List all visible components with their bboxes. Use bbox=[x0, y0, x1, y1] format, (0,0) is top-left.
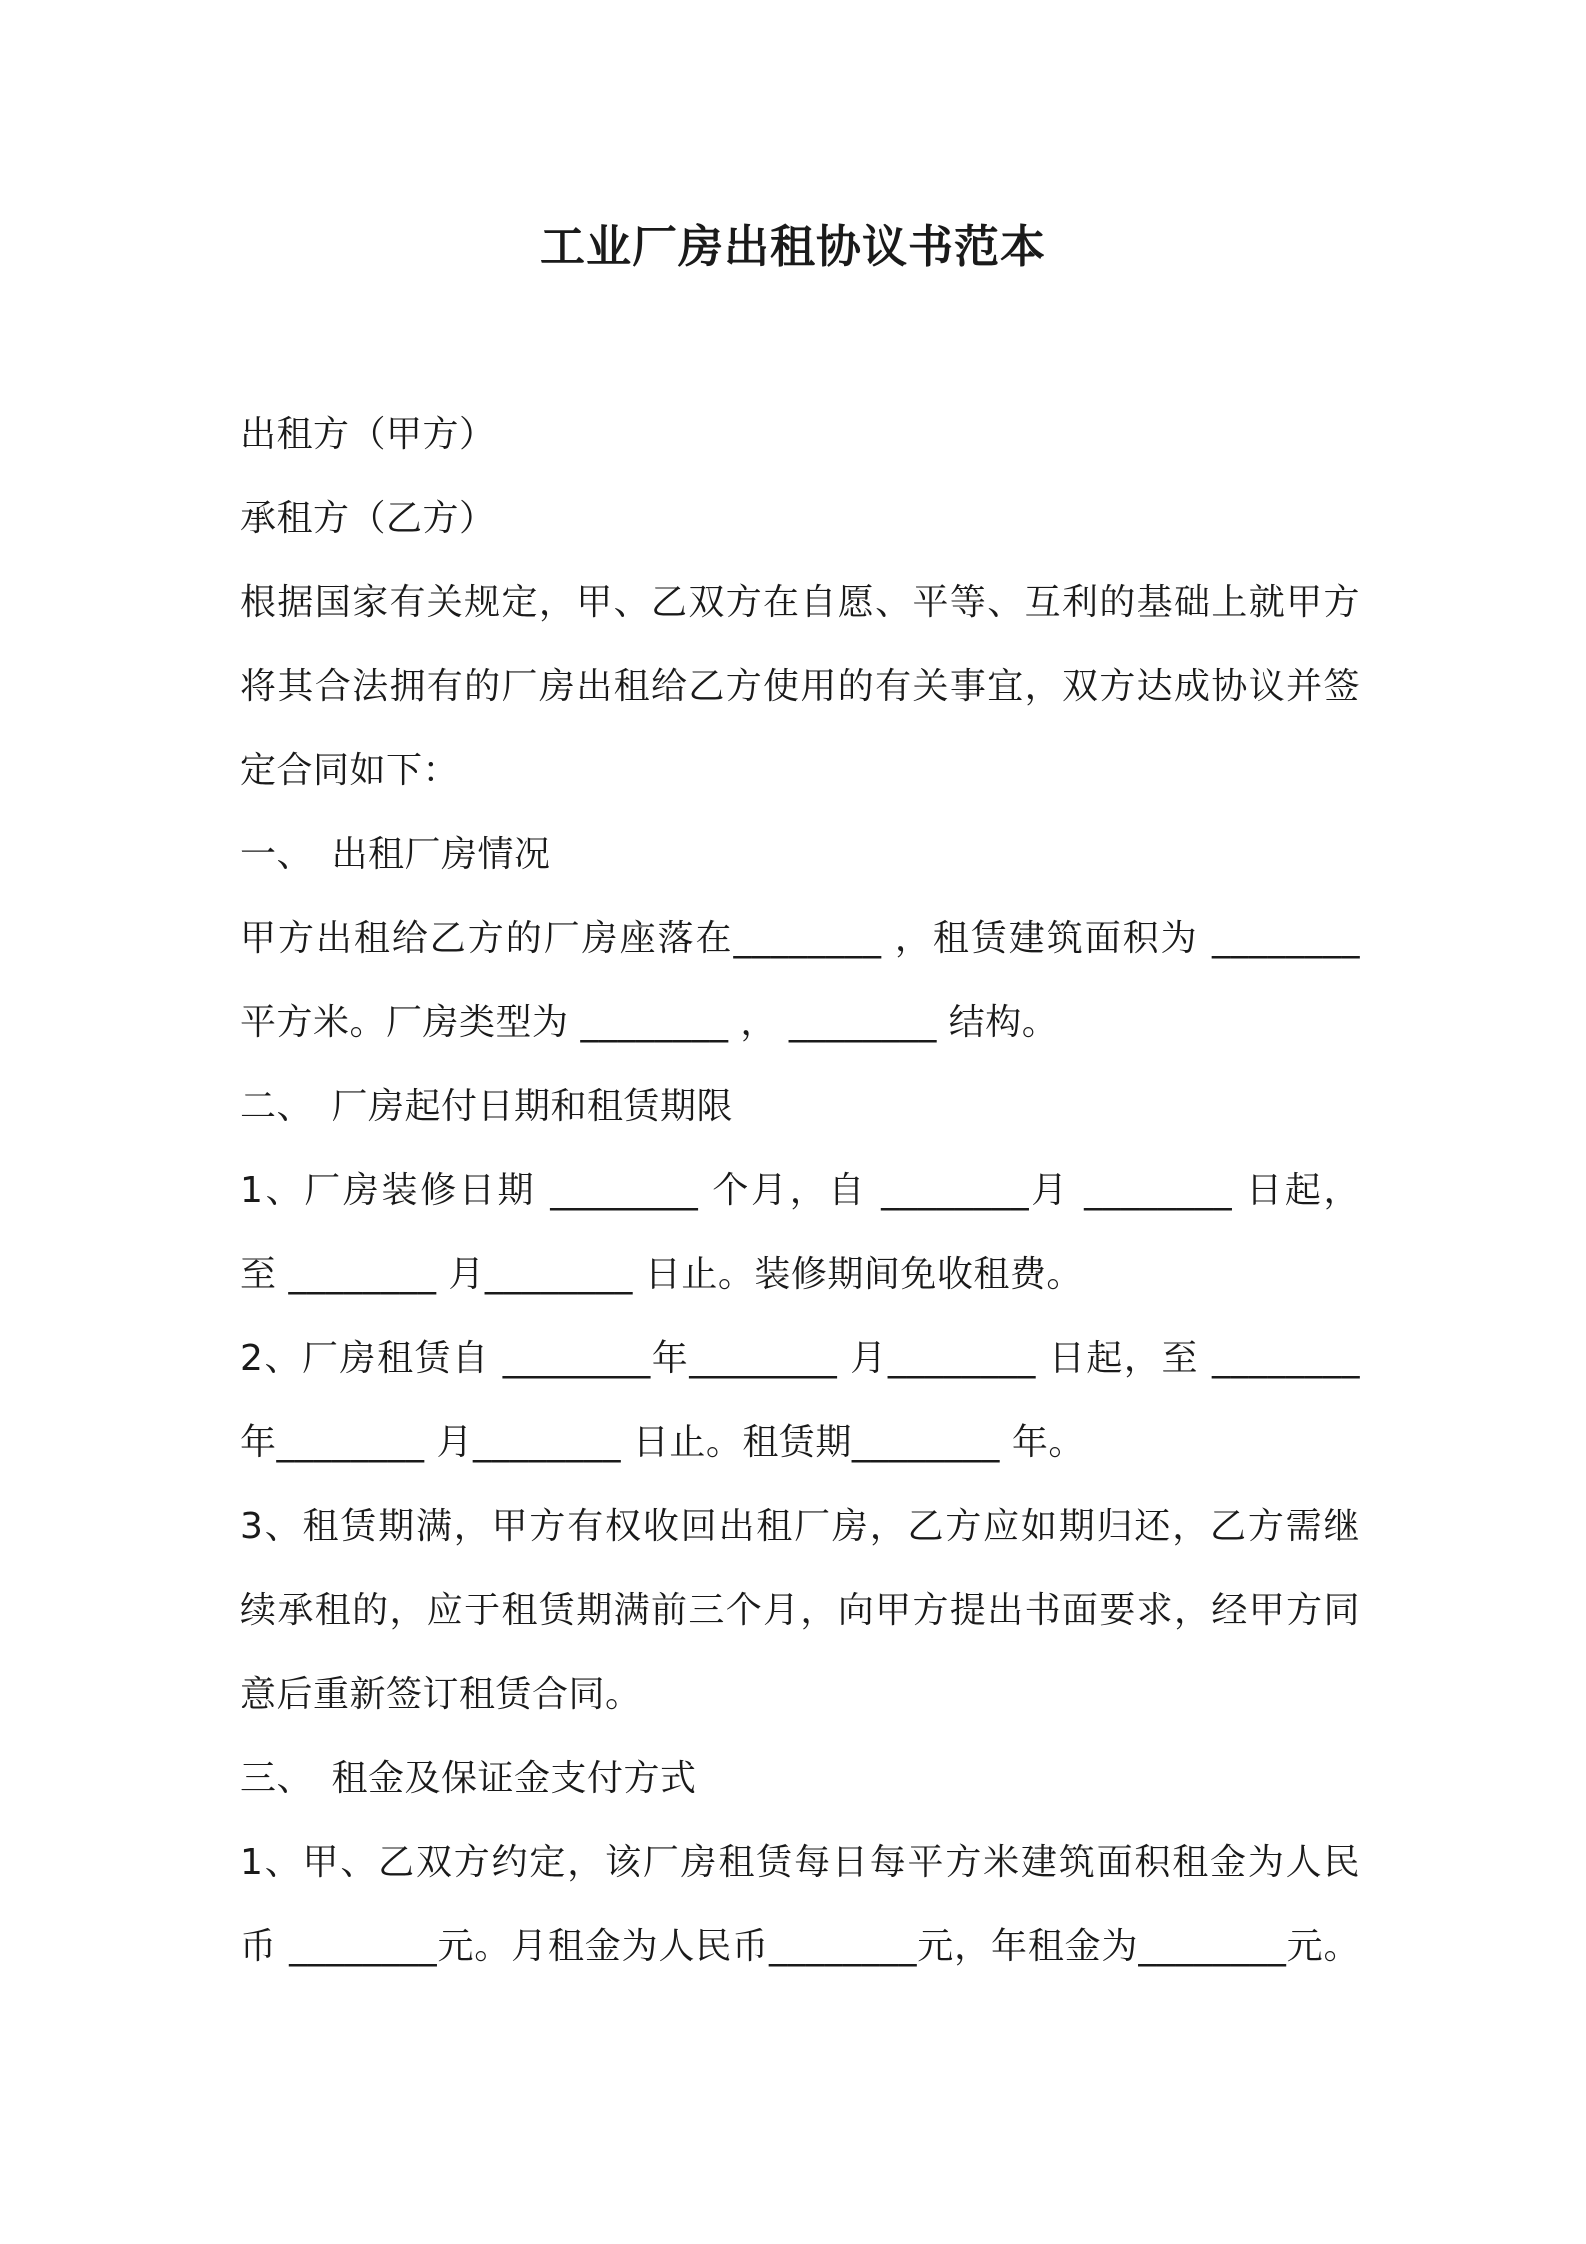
section-2-item-1-line-2: 至 ________ 月________ 日止。装修期间免收租费。 bbox=[240, 1254, 1083, 1295]
section-1-heading: 一、 出租厂房情况 bbox=[240, 834, 551, 875]
section-3-item-1-line-2: 币 ________元。月租金为人民币________元，年租金为________元。 bbox=[240, 1926, 1360, 1967]
document-title: 工业厂房出租协议书范本 bbox=[539, 220, 1046, 273]
section-1-line-2: 平方米。厂房类型为 ________ ， ________ 结构。 bbox=[240, 1002, 1059, 1043]
section-2-item-3-line-3: 意后重新签订租赁合同。 bbox=[240, 1674, 642, 1715]
preamble-line-1: 根据国家有关规定，甲、乙双方在自愿、平等、互利的基础上就甲方 bbox=[240, 582, 1360, 623]
section-2-heading: 二、 厂房起付日期和租赁期限 bbox=[240, 1086, 734, 1127]
lessee-line: 承租方（乙方） bbox=[240, 498, 496, 539]
section-2-item-2-line-1: 2、厂房租赁自 ________年________ 月________ 日起，至 ________ bbox=[240, 1338, 1360, 1379]
section-3-heading: 三、 租金及保证金支付方式 bbox=[240, 1758, 697, 1799]
preamble-line-3: 定合同如下： bbox=[240, 750, 460, 791]
lessor-line: 出租方（甲方） bbox=[240, 414, 496, 455]
preamble-line-2: 将其合法拥有的厂房出租给乙方使用的有关事宜，双方达成协议并签 bbox=[240, 666, 1360, 707]
section-2-item-3-line-2: 续承租的，应于租赁期满前三个月，向甲方提出书面要求，经甲方同 bbox=[240, 1590, 1360, 1631]
section-2-item-3-line-1: 3、租赁期满，甲方有权收回出租厂房，乙方应如期归还，乙方需继 bbox=[240, 1506, 1360, 1547]
section-2-item-1-line-1: 1、厂房装修日期 ________ 个月，自 ________月 ________ 日起， bbox=[240, 1170, 1360, 1211]
section-2-item-2-line-2: 年________ 月________ 日止。租赁期________ 年。 bbox=[240, 1422, 1085, 1463]
section-3-item-1-line-1: 1、甲、乙双方约定，该厂房租赁每日每平方米建筑面积租金为人民 bbox=[240, 1842, 1360, 1883]
section-1-line-1: 甲方出租给乙方的厂房座落在________ ，租赁建筑面积为 ________ bbox=[240, 918, 1360, 959]
